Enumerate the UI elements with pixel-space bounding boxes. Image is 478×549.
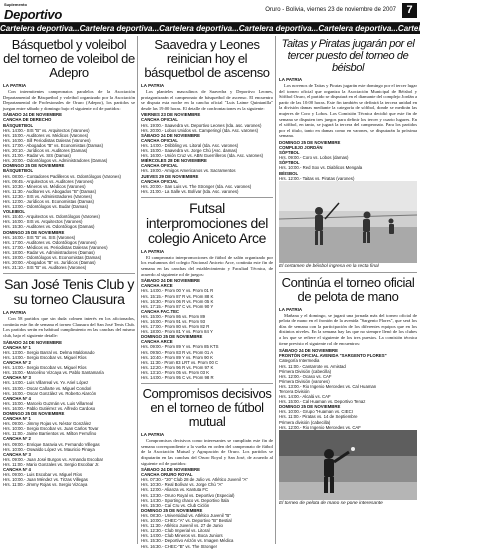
schedule-line: Hrs. 19:00.- Saavedra vs. Deportivo Leones (Ida. asc. varones) bbox=[141, 122, 262, 128]
article-body: Compromisos decisivos como interesantes se cumplirán este fin de semana correspondiente a la vuelta en orden del campeonato de fútbol de la Asociación Mutual y Agrupación de Oruro. Los partidos se disputarán en las canchas del Oruro Royal y San José, de acuerdo al siguiente rol de partidos: bbox=[141, 438, 273, 466]
schedule-line: Hrs. 09:00.- Luis Escobar vs. Miguel Ríos bbox=[3, 472, 83, 478]
schedule-heading: CANCHA ORURO ROYAL bbox=[141, 472, 193, 478]
schedule-line: Hrs. 15:00.- Oscar Cañarte vs. Miguel Condori bbox=[3, 385, 92, 391]
baseball-photo-image bbox=[279, 181, 417, 263]
schedule-heading: SÓFTBOL bbox=[279, 150, 300, 156]
schedule-line: Hrs. 17:00.- Prom 80 vs. Prom 82 R bbox=[141, 324, 210, 330]
schedule-line: Hrs. 20:00.- Abogados "B" vs. Jurídicos (Damas) bbox=[3, 260, 96, 266]
schedule-heading: CANCHA OFICIAL bbox=[141, 137, 178, 143]
article-body: Los novenos de Taitas y Piratas jugarán este domingo por el tercer lugar del torneo oficial que organiza la Asociación Municipal de Béisbol y Sóftbol Oruro, el partido se disputará en el diamante del complejo Jordán a partir de las 10:00 horas. Este fin también se definirá la tercera unidad en la división damas mediante la categoría de sóftbol, donde se medirán las mujeres de Coro y Lobos. Los Comisión Técnica decidió que este fin de semana se disputen tres juegos para definir los tercer y cuarto lugares. En el sóftbol, en tanto, se jugará la tercera del campeonato. Para los partidos por el título, tanto en damas como en varones, se disputarán la próxima semana. bbox=[279, 83, 417, 139]
schedule-list bbox=[141, 278, 273, 380]
schedule-line: Hrs. 10:30.- Mineros vs. Médicos (Varones) bbox=[3, 183, 86, 189]
schedule-line: Hrs. 14:00.- Club Mineros vs. Boca Juniors bbox=[141, 533, 223, 539]
article-headline-basquetbol: Básquetbol y voleibol del torneo de voleibol de Adepro bbox=[3, 37, 135, 80]
schedule-line: Hrs. 16:00.- SIS "B" vs. SIS (Varones) bbox=[3, 234, 76, 240]
schedule-heading: CANCHA OFICIAL bbox=[141, 163, 178, 169]
schedule-line: Hrs. 15:00.- Saavedra vs. Jorge Chú (Asc. damas) bbox=[141, 148, 238, 154]
schedule-heading: SÁBADO 24 DE NOVIEMBRE bbox=[279, 348, 338, 354]
schedule-line: Hrs. 19:00.- Odontólogos vs. Economistas (Damas) bbox=[3, 255, 102, 260]
schedule-list bbox=[3, 112, 135, 270]
schedule-heading: CANCHA Nº 1 bbox=[3, 416, 31, 422]
supplement-logo: Suplemento Deportivo bbox=[4, 2, 62, 22]
schedule-heading: FRONTÓN OFICIAL AVENIDA "SARGENTO FLORES" bbox=[279, 353, 387, 359]
photo-caption: El torneo de pelota de mano se pone interesante bbox=[279, 500, 383, 506]
schedule-heading: DOMINGO 25 DE NOVIEMBRE bbox=[141, 334, 203, 340]
divider bbox=[3, 273, 135, 274]
schedule-line: Hrs. 19:00.- Amigos Americanos vs. Sacramentos bbox=[141, 168, 236, 174]
article-byline: LA PATRIA bbox=[141, 432, 165, 438]
schedule-line: Hrs. 09:00.- Coro vs. Lobos (damas) bbox=[279, 155, 349, 161]
column-2 bbox=[141, 36, 273, 549]
schedule-line: Hrs. 13:00.- Odontólogos vs. Budar (Damas) bbox=[3, 204, 89, 210]
schedule-heading: CANCHA Nº 3 bbox=[3, 375, 31, 381]
schedule-line: Hrs. 17:00.- Abogados "B" vs. Economistas (Damas) bbox=[3, 142, 104, 148]
schedule-line: Hrs. 13:00.- Sergio Barral vs. Delma Maldonado bbox=[3, 349, 95, 355]
schedule-line: Hrs. 12:20.- Prom 96 R vs. Prom 97 K bbox=[141, 364, 214, 370]
schedule-line: Hrs. 12:00.- Rio Ingenio Mercedes vs. CAF bbox=[279, 424, 361, 430]
schedule-line: Hrs. 11:00.- Mario Gonzales vs. Sergio Escobar Jr. bbox=[3, 461, 100, 467]
schedule-line: Hrs. 10:40.- Prom 89 Y vs. Prom 90 K bbox=[141, 354, 213, 360]
schedule-heading: CANCHA DE DERECHO bbox=[3, 117, 52, 123]
schedule-line: Hrs. 15:00.- Marcelino Vizcaya vs. Pablo Santamaría bbox=[3, 370, 104, 376]
schedule-line: Hrs. 09:50.- Prom 83 R vs. Prom 01 A bbox=[141, 349, 214, 355]
schedule-heading: BÉISBOL bbox=[279, 170, 299, 176]
schedule-line: Primera División (cabecilla) bbox=[279, 368, 332, 374]
schedule-line: Primera División (varones) bbox=[279, 378, 330, 384]
schedule-line: Hrs. 11:00.- Jaime Barrientos vs. Milton Ferrufino bbox=[3, 431, 97, 437]
schedule-line: Hrs. 10:00.- Sergio Escobar vs. Juan Carlos Tovar bbox=[3, 426, 99, 432]
schedule-line: Hrs. 10:00.- CHEC-"A" vs. Deportivo "B" Bestial bbox=[141, 518, 232, 524]
schedule-line: Hrs. 16:30.- Prom 06 R vs. Prom 05 K bbox=[141, 298, 214, 304]
schedule-heading: CANCHA OFICIAL bbox=[141, 117, 178, 123]
schedule-heading: DOMINGO 25 DE NOVIEMBRE bbox=[3, 229, 65, 235]
schedule-line: Hrs. 20:10.- Jurídicos vs. Auditores (Damas) bbox=[3, 148, 88, 154]
schedule-heading: SÁBADO 24 DE NOVIEMBRE bbox=[141, 467, 200, 473]
column-3 bbox=[279, 36, 417, 544]
schedule-line: Hrs. 09:00.- Jimmy Rojas vs. Néstor González bbox=[3, 421, 92, 427]
schedule-line: Hrs. 15:15.- Prom 87 R vs. Prom 88 K bbox=[141, 293, 214, 299]
schedule-heading: BÁSQUETBOL bbox=[3, 168, 34, 174]
schedule-line: Hrs. 12:00.- Alianza vs. Kantuta FC bbox=[141, 487, 209, 493]
divider bbox=[141, 197, 273, 198]
schedule-line: Hrs. 14:00.- Sergio Escobar vs. Miguel Ríos bbox=[3, 365, 87, 371]
schedule-line: Hrs. 15:00.- Cal Huaman vs. Deportivo Tenaz bbox=[279, 399, 366, 405]
schedule-line: Hrs. 20:00.- San Luis vs. The Stronger (Ida. Asc. varones) bbox=[141, 183, 252, 189]
divider bbox=[141, 383, 273, 384]
schedule-line: Hrs. 13:00.- Rio Ingenio Mercedes vs. Cal Huaman bbox=[279, 383, 377, 389]
schedule-heading: CANCHA Nº 4 bbox=[3, 467, 31, 472]
schedule-line: Hrs. 16:30.- CHEC-"B" vs. The Stronger bbox=[141, 543, 218, 549]
schedule-line: Hrs. 09:00.- Prom 89 Y vs. Prom 85 KTS bbox=[141, 344, 219, 350]
schedule-line: Hrs. 07:30.- "20" Club 28 de Julio vs. Atlético Juvenil "A" bbox=[141, 477, 248, 483]
handball-photo-image bbox=[279, 430, 417, 500]
schedule-line: Hrs. 14:00.- SIS "B" vs. Arquitectos (Varones) bbox=[3, 127, 90, 133]
schedule-line: Hrs. 10:00.- Juan Méndez vs. Tirzas Villegas bbox=[3, 477, 88, 483]
article-byline: LA PATRIA bbox=[141, 83, 165, 88]
article-byline: LA PATRIA bbox=[3, 83, 27, 88]
article-byline: LA PATRIA bbox=[141, 248, 165, 254]
schedule-line: Hrs. 21:10.- SIS "B" vs. Auditores (Varones) bbox=[3, 265, 87, 271]
article-headline-beisbol: Taitas y Piratas jugarán por el tercer puesto del torneo de béisbol bbox=[281, 38, 415, 74]
column-divider bbox=[275, 36, 276, 544]
schedule-line: Hrs. 16:00.- Oscar González vs. Roberto Alarcón bbox=[3, 390, 97, 396]
schedule-line: Hrs. 17:00.- Médicos vs. Periodistas Daleras (Varones) bbox=[3, 244, 108, 250]
schedule-line: Hrs. 09:00.- Enrique Saravia vs. Fernando Villegas bbox=[3, 441, 100, 447]
column-1 bbox=[3, 36, 135, 544]
schedule-line: Hrs. 10:30.- Real Bolívar vs. Jorge Chú "A" bbox=[141, 482, 223, 488]
schedule-line: Hrs. 15:30.- Caí Cru vs. Club Ciclón bbox=[141, 502, 210, 508]
schedule-heading: CANCHA OFICIAL bbox=[141, 178, 178, 184]
schedule-line: Hrs. 11:00.- Piratas vs. 14 de Septiembre bbox=[279, 414, 358, 420]
schedule-heading: JUEVES 29 DE NOVIEMBRE bbox=[141, 173, 199, 179]
column-divider bbox=[137, 36, 138, 544]
schedule-heading: SÓFTBOL bbox=[279, 160, 300, 166]
schedule-heading: CANCHA Nº 3 bbox=[3, 451, 31, 457]
schedule-line: Hrs. 16:00.- Prom 91 vs. Prom 93 bbox=[141, 319, 205, 324]
schedule-heading: CANCHA Nº 2 bbox=[3, 360, 31, 366]
handball-photo bbox=[279, 430, 417, 500]
schedule-line: Hrs. 18:00.- Radar vs. Administradores (Damas) bbox=[3, 249, 95, 255]
schedule-line: Hrs. 17:15.- Prom 87 C vs. Prom 90 Y bbox=[141, 303, 214, 309]
article-byline: LA PATRIA bbox=[279, 77, 303, 82]
schedule-line: Hrs. 14:00.- Prom 95 C vs. Prom 98 R bbox=[141, 375, 214, 381]
schedule-line: Hrs. 15:00.- Prom 86 vs. Prom 89 bbox=[141, 313, 205, 319]
article-headline-pelota: Continúa el torneo oficial de pelota de mano bbox=[281, 274, 415, 304]
schedule-line: Hrs. 13:30.- Oruro Royal vs. Deportivo (Especial) bbox=[141, 492, 235, 498]
schedule-heading: VOLEIBOL bbox=[3, 209, 25, 215]
dateline: Oruro - Bolivia, viernes 23 de noviembre de 2007 bbox=[265, 7, 396, 13]
schedule-heading: DOMINGO 25 DE NOVIEMBRE bbox=[3, 163, 65, 169]
schedule-heading: MIÉRCOLES 28 DE NOVIEMBRE bbox=[141, 158, 207, 164]
schedule-line: Hrs. 11:30.- Auditores vs. Abogados "B" (Damas) bbox=[3, 188, 97, 194]
schedule-line: Hrs. 08:30.- Universidad vs. Atlético Juvenil "B" bbox=[141, 512, 231, 518]
schedule-list bbox=[279, 140, 417, 181]
schedule-heading: CANCHA Nº 4 bbox=[3, 395, 31, 401]
schedule-heading: CANCHA ARCE bbox=[141, 283, 173, 289]
schedule-line: Categoría Intermedia bbox=[279, 358, 320, 364]
schedule-heading: CANCHA ARCE bbox=[141, 339, 173, 345]
schedule-heading: DOMINGO 25 DE NOVIEMBRE bbox=[141, 507, 203, 513]
schedule-list bbox=[141, 112, 273, 194]
baseball-photo bbox=[279, 181, 417, 263]
schedule-line: Hrs. 11:00.- Cantarrote vs. Amistad bbox=[279, 363, 346, 369]
page-number: 7 bbox=[402, 3, 417, 18]
schedule-list bbox=[141, 467, 273, 549]
schedule-heading: SÁBADO 24 DE NOVIEMBRE bbox=[3, 112, 62, 118]
schedule-line: Hrs. 12:30.- SIS vs. Administradores (Varones) bbox=[3, 193, 92, 199]
schedule-heading: VIERNES 23 DE NOVIEMBRE bbox=[141, 112, 201, 118]
photo-caption: El certamen de béisbol ingresa en la recta final bbox=[279, 263, 379, 269]
schedule-heading: BÁSQUETBOL bbox=[3, 122, 34, 128]
schedule-line: Hrs. 10:00.- Oswaldo López vs. Mauricio Pinaya bbox=[3, 446, 95, 452]
schedule-line: Hrs. 14:00.- Luis Villarreal vs. Yv. Ariel López bbox=[3, 380, 89, 386]
schedule-line: Hrs. 10:00.- Red Sox vs. Diablicos Mengala bbox=[279, 165, 363, 171]
schedule-heading: SÁBADO 24 DE NOVIEMBRE bbox=[3, 339, 62, 345]
schedule-line: Hrs. 20:00.- Odontólogos vs. Administradores (Damas) bbox=[3, 158, 108, 164]
schedule-line: Hrs. 11:00.- Jimmy Rojas vs. Sergio Vizcaya bbox=[3, 482, 88, 488]
schedule-heading: DOMINGO 25 DE NOVIEMBRE bbox=[279, 139, 341, 145]
schedule-line: Hrs. 14:00.- Prom 00 Y vs. Prom 01 R bbox=[141, 288, 214, 294]
schedule-line: Hrs. 21:00.- La Salle vs. Bolívar (Ida. Asc. varones) bbox=[141, 188, 239, 194]
schedule-line: Hrs. 11:30.- Atlético Juvenil vs. 27 de Junio bbox=[141, 523, 223, 529]
schedule-list bbox=[279, 348, 417, 430]
section-banner: Cartelera deportiva...Cartelera deportiva...Cartelera deportiva...Cartelera deportiva...Cartelera deportiva...Cartelera deportiva... bbox=[0, 24, 478, 33]
pelota-row bbox=[279, 347, 417, 430]
schedule-heading: COMPLEJO JORDÁN bbox=[279, 145, 323, 151]
schedule-line: Hrs. 17:00.- Auditores vs. Odontólogos (Varones) bbox=[3, 239, 97, 245]
schedule-line: Hrs. 12:00.- Ocaso vs. CAF bbox=[279, 373, 332, 379]
schedule-line: Hrs. 15:30.- Deportivo Arizón vs. Imagen Médica bbox=[141, 538, 234, 544]
page-header bbox=[0, 0, 420, 23]
schedule-line: Hrs. 09:00.- Juan José Burgos vs. Armando Escobar bbox=[3, 456, 104, 462]
schedule-line: Hrs. 12:00.- Jurídicos vs. Economistas (Damas) bbox=[3, 198, 94, 204]
schedule-line: Primera división (cabecilla) bbox=[279, 419, 331, 425]
schedule-line: Hrs. 20:00.- Lobos Unidos vs. Camperingí (Ida. Asc. varones) bbox=[141, 127, 259, 133]
schedule-line: Hrs. 12:30.- Club Imperial vs. Litoral bbox=[141, 528, 210, 534]
schedule-heading: CANCHA FAC.TEC bbox=[141, 308, 180, 314]
divider bbox=[279, 272, 417, 273]
schedule-line: Hrs. 15:00.- Auditores vs. Médicos (Varones) bbox=[3, 132, 89, 138]
article-body: Los planteles masculinos de Saavedra y Deportivo Leones, protagonizarán el campeonato de básquetbol de ascenso. El encuentro se disputa esta noche en la cancha oficial "Luis Laime Quintanilla" desde las 19:00 horas. El detalle de confrontaciones es la siguiente: bbox=[141, 89, 273, 111]
schedule-line: Hrs. 15:30.- Auditores vs. Odontólogos (Damas) bbox=[3, 224, 95, 230]
article-headline-futsal: Futsal interpromociones del colegio Aniceto Arce bbox=[146, 199, 268, 246]
schedule-line: Hrs. 14:00.- Alcalá vs. CAF bbox=[279, 394, 331, 400]
schedule-heading: SÁBADO 24 DE NOVIEMBRE bbox=[141, 278, 200, 284]
schedule-line: Hrs. 14:00.- Sergio Escobar vs. Miguel Ríos bbox=[3, 354, 87, 360]
article-byline: LA PATRIA bbox=[3, 310, 27, 316]
schedule-line: Hrs. 15:40.- Arquitectos vs. Odontólogos (Varones) bbox=[3, 214, 100, 220]
schedule-line: Hrs. 14:00.- Dribbling vs. Litoral (Ida. Asc. varones) bbox=[141, 142, 239, 148]
schedule-heading: CANCHA Nº 2 bbox=[3, 436, 31, 442]
schedule-heading: DOMINGO 25 DE NOVIEMBRE bbox=[279, 404, 341, 410]
schedule-line: Hrs. 13:10.- Prom 05 vs. Prom 03 K bbox=[141, 369, 210, 375]
schedule-list bbox=[3, 340, 135, 488]
schedule-line: Hrs. 16:00.- Pablo Gutiérrez vs. Alfredo Cardoso bbox=[3, 405, 96, 411]
article-byline: LA PATRIA bbox=[279, 306, 303, 312]
schedule-line: Hrs. 08:00.- Contadores Padilleros vs. Odontólogos (Varones) bbox=[3, 173, 121, 179]
article-body: Mañana y el domingo, se jugará una jornada más del torneo oficial de pelota de mano en el frontón de la avenida "Sargento Flores", que será los días de semana con la participación de los diferentes equipos que en los distintos niveles. En la semana hay las que no siempre llenó de los clubes a los que se refiere el siguiente de los tres puestos. La comisión técnica tiene previsto el siguiente rol de encuentros: bbox=[279, 312, 417, 346]
article-body: Con 58 partidos que sin duda colmen interés en los aficionados, continúa este fin de semana el torneo Clausura del San José Tenis Club. Los partidos serán en habitual cumplimiento en las canchas del mismo club, bajo el siguiente detalle: bbox=[3, 316, 135, 339]
schedule-line: Hrs. 09:45.- Arquitectos vs. Auditores (Varones) bbox=[3, 178, 94, 184]
schedule-heading: SÁBADO 24 DE NOVIEMBRE bbox=[141, 132, 200, 138]
schedule-line: Hrs. 16:00.- Unión Cruz vs. ABN Guerrilleros (Ida. Asc. varones) bbox=[141, 153, 264, 159]
article-body: Con intermitentes campeonatos paralelos de la Asociación Departamental de Básquetbol y voleibol organizado por la Asociación Departamental de Profesionales de Oruro (Adepro), los partidos se juegan entre sábado y domingo bajo el siguiente rol de partidos: bbox=[3, 89, 135, 111]
schedule-line: Hrs. 14:30.- Sporting chaco vs. Deportivo Ítala bbox=[141, 497, 229, 503]
schedule-heading: DOMINGO 25 DE NOVIEMBRE bbox=[3, 410, 65, 416]
schedule-line: Hrs. 10:00.- Grupo "Huaman vs. CIECI bbox=[279, 409, 353, 415]
schedule-line: Hrs. 18:00.- Prom 81 Y vs. Prom 84 Y bbox=[141, 329, 213, 335]
article-headline-mutual: Compromisos decisivos en el torneo de fútbol mutual bbox=[142, 386, 272, 430]
schedule-line: Hrs. 16:00.- Sill Periodistas Daleras (Varones) bbox=[3, 137, 91, 143]
schedule-heading: CANCHA Nº 1 bbox=[3, 344, 31, 350]
article-headline-tenis: San José Tenis Club y su torneo Clausura bbox=[4, 276, 134, 308]
schedule-line: Hrs. 15:00.- Marcelo Guzmán vs. Luis Villarreal bbox=[3, 400, 93, 406]
article-headline-ascenso: Saavedra y Leones reinician hoy el básquetbol de ascenso bbox=[144, 37, 270, 80]
schedule-line: Hrs. 11:30.- Prom 83 LRT vs. Prom 00 C bbox=[141, 359, 219, 365]
schedule-line: Hrs. 21:00.- Radar vs. SIS (Damas) bbox=[3, 153, 71, 159]
schedule-line: Tercera División bbox=[279, 389, 310, 394]
schedule-line: Hrs. 16:00.- SIS vs. Arquitectos (Varones) bbox=[3, 219, 83, 225]
schedule-line: Hrs. 12:00.- Taitas vs. Piratas (varones) bbox=[279, 175, 355, 181]
article-body: El campeonato interpromociones de fútbol de salón organizado por los exalumnos del colegio Nacional Aniceto Arce, continúa este fin de semana en las canchas del establecimiento y Facultad Técnica, de acuerdo al siguiente rol de juegos: bbox=[141, 254, 273, 277]
